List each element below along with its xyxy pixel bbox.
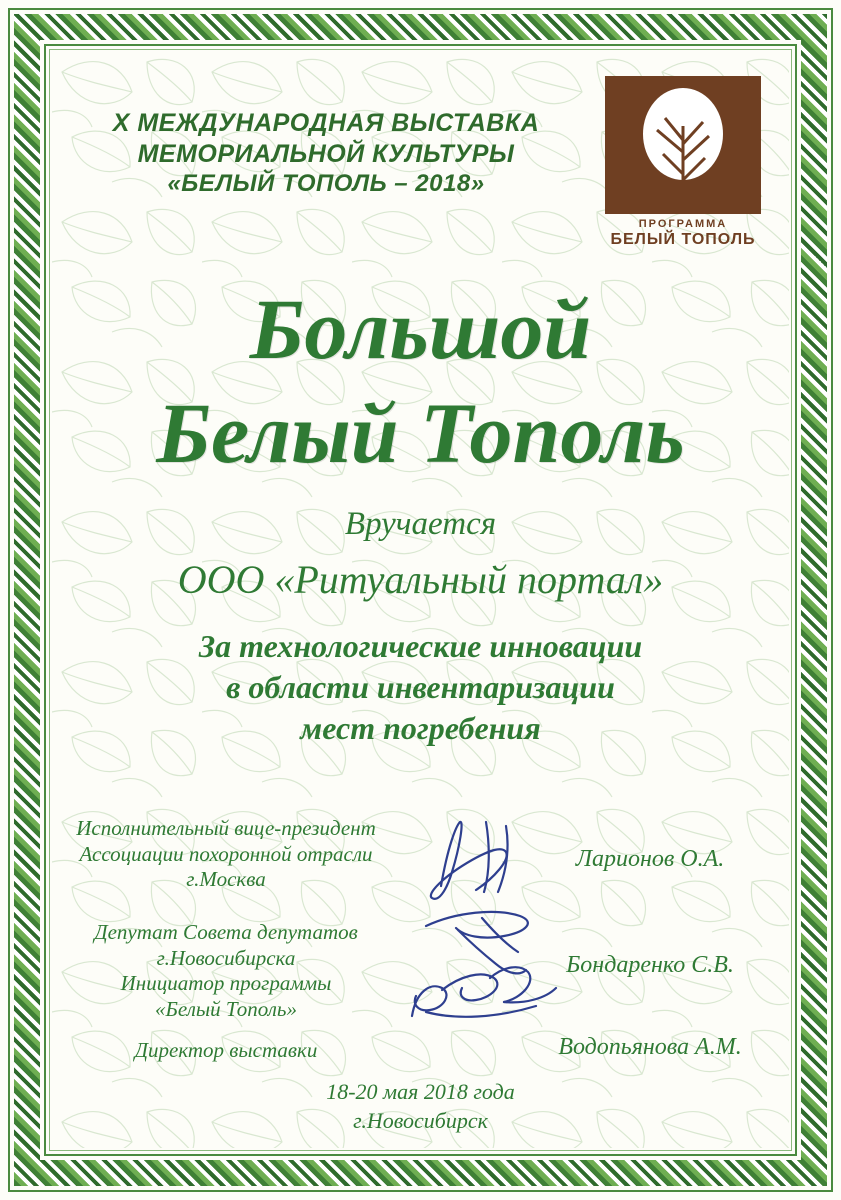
- award-title-line1: Большой: [249, 281, 592, 377]
- signatory-name: Бондаренко С.В.: [566, 952, 734, 978]
- signatory-name: Ларионов О.А.: [575, 846, 725, 872]
- exhibition-title: [66, 108, 586, 198]
- signature-role-line3: Инициатор программы: [120, 971, 332, 996]
- logo-square: [605, 76, 761, 214]
- event-date: 18-20 мая 2018 года: [326, 1079, 515, 1104]
- logo-caption-big: БЕЛЫЙ ТОПОЛЬ: [610, 230, 756, 248]
- logo-caption: [605, 218, 761, 249]
- signature-role-line1: Исполнительный вице-президент: [76, 816, 376, 840]
- handwritten-signatures: [386, 806, 626, 1056]
- event-city: г.Новосибирск: [353, 1107, 488, 1133]
- recipient-name: ООО «Ритуальный портал»: [177, 557, 664, 602]
- signature-role-line3: г.Москва: [186, 867, 266, 892]
- signatory-name: Водопьянова А.М.: [558, 1034, 742, 1060]
- signature-role: [56, 920, 396, 1022]
- signature-role-line1: Директор выставки: [134, 1038, 318, 1062]
- award-title-line2: Белый Тополь: [156, 385, 685, 481]
- award-reason: [56, 626, 785, 749]
- signature-block: [56, 816, 785, 1076]
- signature-role-line1: Депутат Совета депутатов: [94, 920, 358, 944]
- award-title: [56, 281, 785, 481]
- award-reason-line1: За технологические инновации: [198, 628, 643, 664]
- exhibition-title-line3: «БЕЛЫЙ ТОПОЛЬ – 2018»: [167, 170, 485, 197]
- poplar-tree-icon: [623, 82, 743, 214]
- awarded-to-label: Вручается: [344, 506, 497, 542]
- exhibition-title-line2: МЕМОРИАЛЬНОЙ КУЛЬТУРЫ: [137, 139, 515, 168]
- logo-caption-small: ПРОГРАММА: [638, 218, 728, 230]
- signature-role-line2: Ассоциации похоронной отрасли: [79, 841, 373, 866]
- certificate-content: [56, 56, 785, 1144]
- signature-role: [56, 816, 396, 893]
- event-footer: [56, 1078, 785, 1135]
- award-reason-line2: в области инвентаризации: [226, 668, 615, 705]
- award-reason-line3: мест погребения: [300, 709, 541, 746]
- exhibition-title-line1: X МЕЖДУНАРОДНАЯ ВЫСТАВКА: [112, 109, 540, 137]
- signature-role: [56, 1038, 396, 1064]
- signature-role-line4: «Белый Тополь»: [155, 996, 297, 1021]
- program-logo: [605, 76, 761, 266]
- signature-role-line2: г.Новосибирска: [156, 945, 296, 970]
